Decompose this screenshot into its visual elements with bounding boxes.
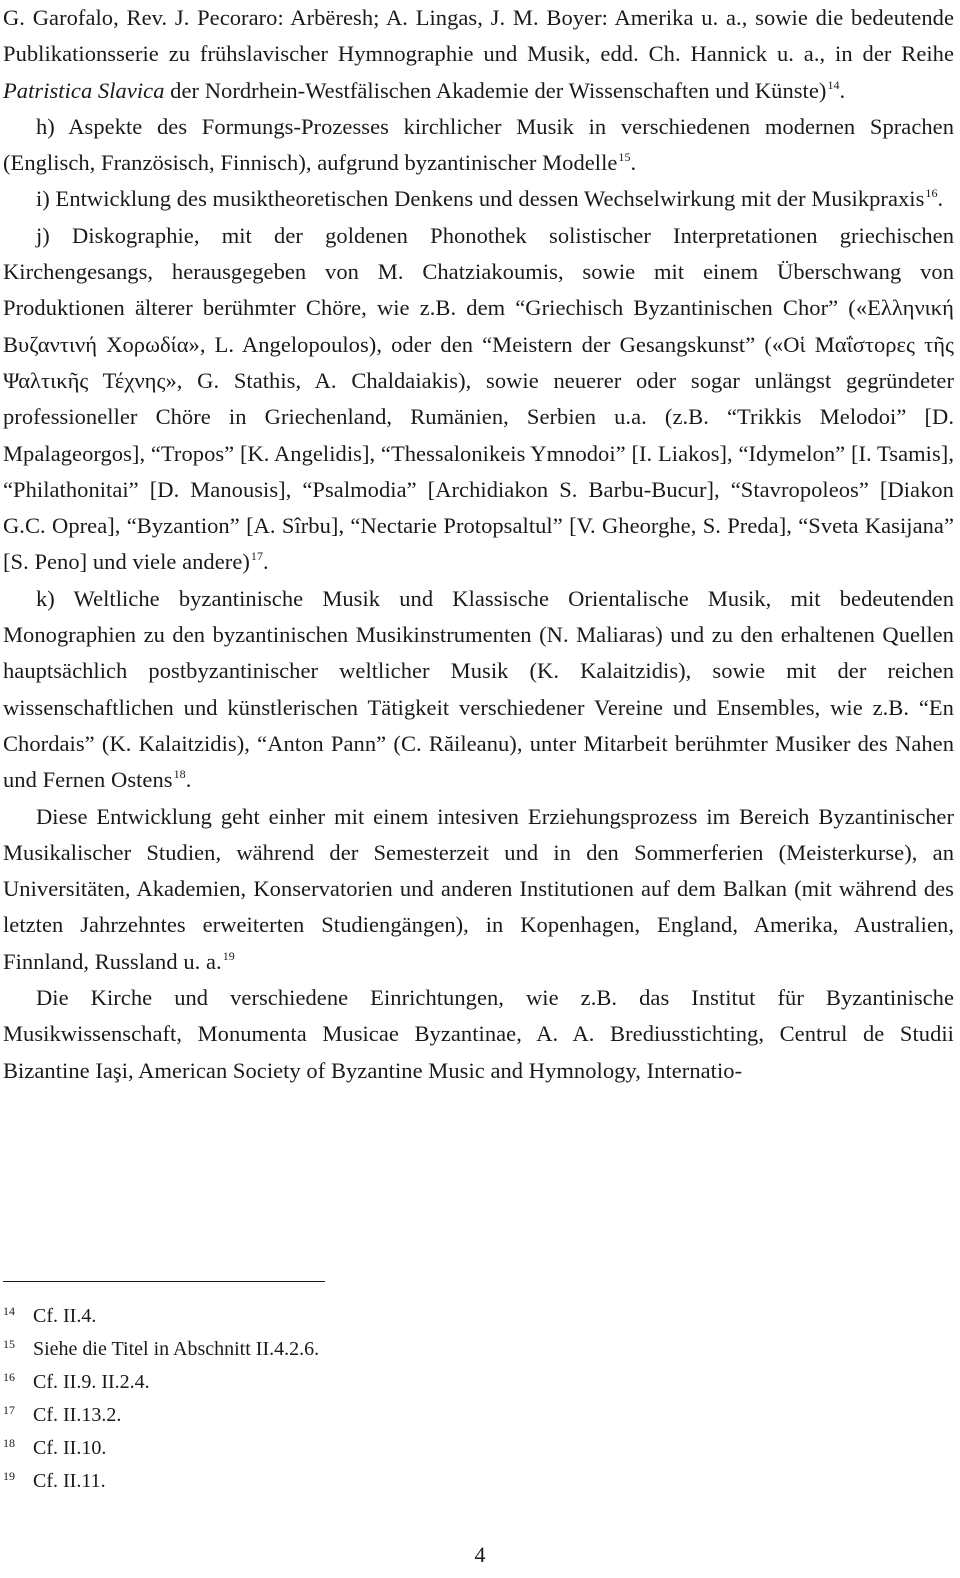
footnote-ref-18[interactable]: 18	[173, 767, 186, 782]
paragraph-text: der Nordrhein-Westfälischen Akademie der Wissenschaften und Künste)	[164, 77, 827, 103]
footnote-ref-17[interactable]: 17	[250, 549, 264, 564]
paragraph-end: .	[937, 186, 944, 212]
footnote: 16 Cf. II.9. II.2.4.	[3, 1370, 150, 1394]
footnote: 14 Cf. II.4.	[3, 1304, 97, 1327]
paragraph-item-j	[3, 218, 954, 581]
footnote-text: Cf. II.9. II.2.4.	[33, 1371, 150, 1394]
paragraph-institutions	[3, 980, 954, 1089]
paragraph-text: i) Entwicklung des musiktheoretischen Denkens und dessen Wechselwirkung mit der Musikpraxis	[36, 186, 925, 212]
footnotes	[3, 1300, 703, 1499]
paragraph-item-h	[3, 109, 954, 182]
footnote: 15 Siehe die Titel in Abschnitt II.4.2.6.	[3, 1337, 320, 1361]
series-title-italic: Patristica Slavica	[3, 77, 165, 103]
paragraph-end: .	[185, 767, 192, 793]
footnote-text: Siehe die Titel in Abschnitt II.4.2.6.	[33, 1338, 320, 1361]
paragraph-text: Die Kirche und verschiedene Einrichtungen, wie z.B. das Institut für Byzantinische Musikwissenschaft, Monumenta Musicae Byzantinae, A. A. Brediusstichting, Centrul de Studii Bizantine Iaşi, American Society of Byzantine Music and Hymnology, Internatio-	[3, 985, 954, 1083]
footnote-text: Cf. II.4.	[33, 1305, 97, 1327]
paragraph-end: .	[263, 549, 269, 575]
paragraph-text: G. Garofalo, Rev. J. Pecoraro: Arbëresh; A. Lingas, J. M. Boyer: Amerika u. a., sowie die bedeutende Publikationsserie zu frühslavischer Hymnographie und Musik, edd. Ch. Hannick u. a., in der Reihe	[3, 5, 954, 67]
paragraph-text: Diese Entwicklung geht einher mit einem intesiven Erziehungsprozess im Bereich Byzantinischer Musikalischer Studien, während der Semesterzeit und in den Sommerferien (Meisterkurse), an Universitäten, Akademien, Konservatorien und anderen Institutionen auf dem Balkan (mit während des letzten Jahrzehntes erweiterten Studiengängen), in Kopenhagen, England, Amerika, Australien, Finnland, Russland u. a.	[3, 803, 954, 974]
paragraph-continuation	[3, 0, 954, 109]
body-text	[3, 0, 954, 1089]
footnote-text: Cf. II.11.	[33, 1470, 106, 1493]
footnote: 18 Cf. II.10.	[3, 1436, 107, 1460]
footnote-ref-14[interactable]: 14	[827, 77, 840, 92]
page-number: 4	[474, 1542, 486, 1567]
footnote-text: Cf. II.13.2.	[33, 1404, 122, 1427]
footnote-ref-15[interactable]: 15	[618, 150, 631, 165]
paragraph-item-i	[3, 181, 954, 217]
paragraph-item-k	[3, 581, 954, 799]
paragraph-end: .	[630, 150, 637, 176]
footnote-text: Cf. II.10.	[33, 1437, 107, 1460]
paragraph-text: j) Diskographie, mit der goldenen Phonothek solistischer Interpretationen griechischen Kirchengesangs, herausgegeben von M. Chatziakoumis, sowie mit einem Überschwang von Produktionen älterer berühmter Chöre, wie z.B. dem “Griechisch Byzantinischen Chor” («Ελληνική Βυζαντινή Χορωδία», L. Angelopoulos), oder den “Meistern der Gesangskunst” («Οἱ Μαΐστορες τῆς Ψαλτικῆς Τέχνης», G. Stathis, A. Chaldaiakis), sowie neuerer oder sogar unlängst gegründeter professioneller Chöre in Griechenland, Rumänien, Serbien u.a. (z.B. “Trikkis Melodoi” [D. Mpalageorgos], “Tropos” [K. Angelidis], “Thessalonikeis Ymnodoi” [I. Liakos], “Idymelon” [I. Tsamis], “Philathonitai” [D. Manousis], “Psalmodia” [Archidiakon S. Barbu-Bucur], “Stavropoleos” [Diakon G.C. Oprea], “Byzantion” [A. Sîrbu], “Nectarie Protopsaltul” [V. Gheorghe, S. Preda], “Sveta Kasijana” [S. Peno] und viele andere)	[3, 222, 954, 575]
footnote-ref-19[interactable]: 19	[222, 948, 235, 963]
footnote: 19 Cf. II.11.	[3, 1469, 106, 1493]
footnote-ref-16[interactable]: 16	[925, 186, 938, 201]
footnote: 17 Cf. II.13.2.	[3, 1403, 122, 1427]
paragraph-education	[3, 799, 954, 980]
paragraph-text: h) Aspekte des Formungs-Prozesses kirchlicher Musik in verschiedenen modernen Sprachen (Englisch, Französisch, Finnisch), aufgrund byzantinischer Modelle	[3, 113, 954, 176]
paragraph-end: .	[839, 77, 846, 103]
paragraph-text: k) Weltliche byzantinische Musik und Klassische Orientalische Musik, mit bedeutenden Monographien zu den byzantinischen Musikinstrumenten (N. Maliaras) und zu den erhaltenen Quellen hauptsächlich postbyzantinischer weltlicher Musik (K. Kalaitzidis), sowie mit der reichen wissenschaftlichen und künstlerischen Tätigkeit verschiedener Vereine und Ensembles, wie z.B. “En Chordais” (K. Kalaitzidis), “Anton Pann” (C. Răileanu), unter Mitarbeit berühmter Musiker des Nahen und Fernen Ostens	[3, 585, 954, 793]
footnote-separator	[3, 1281, 325, 1282]
